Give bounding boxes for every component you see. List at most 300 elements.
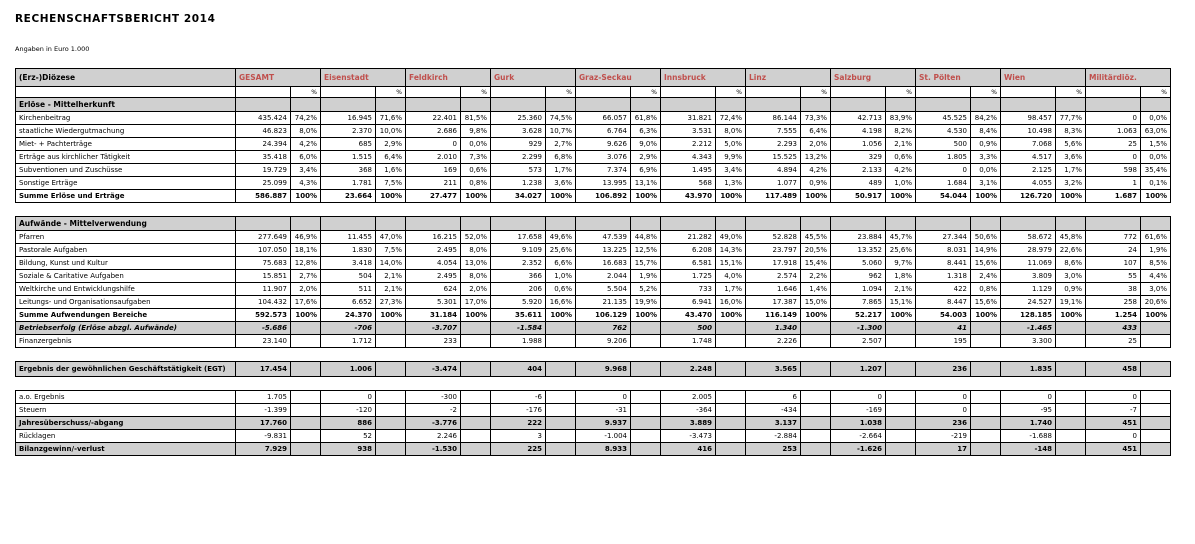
percent-cell: 0,0% bbox=[1141, 112, 1171, 125]
value-cell: 277.649 bbox=[236, 231, 291, 244]
row-label: Leitungs- und Organisationsaufgaben bbox=[16, 296, 236, 309]
percent-cell: 7,5% bbox=[376, 177, 406, 190]
percent-cell: 15,6% bbox=[971, 257, 1001, 270]
value-cell: 17.918 bbox=[746, 257, 801, 270]
percent-cell: 8,0% bbox=[716, 125, 746, 138]
row-label: Soziale & Caritative Aufgaben bbox=[16, 270, 236, 283]
percent-cell: 4,0% bbox=[716, 270, 746, 283]
percent-cell: 0,8% bbox=[971, 283, 1001, 296]
percent-cell bbox=[291, 404, 321, 417]
value-cell: 236 bbox=[916, 362, 971, 377]
section-filler bbox=[546, 98, 576, 112]
value-cell: 2.226 bbox=[746, 335, 801, 348]
value-cell: 3.809 bbox=[1001, 270, 1056, 283]
value-cell: 2.495 bbox=[406, 244, 461, 257]
percent-cell bbox=[1141, 362, 1171, 377]
value-cell: 75.683 bbox=[236, 257, 291, 270]
row-label: Subventionen und Zuschüsse bbox=[16, 164, 236, 177]
value-cell: 13.995 bbox=[576, 177, 631, 190]
percent-cell bbox=[971, 417, 1001, 430]
value-cell: 1.495 bbox=[661, 164, 716, 177]
percent-header-row bbox=[16, 87, 1171, 98]
value-cell: 6.208 bbox=[661, 244, 716, 257]
value-cell: 4.055 bbox=[1001, 177, 1056, 190]
section-filler bbox=[831, 98, 886, 112]
row-label: Summe Erlöse und Erträge bbox=[16, 190, 236, 203]
section-filler bbox=[236, 217, 291, 231]
percent-cell: 6,9% bbox=[631, 164, 661, 177]
percent-cell: 7,3% bbox=[461, 151, 491, 164]
value-cell: 19.729 bbox=[236, 164, 291, 177]
percent-cell: 16,6% bbox=[546, 296, 576, 309]
value-cell: 27.477 bbox=[406, 190, 461, 203]
value-cell: 685 bbox=[321, 138, 376, 151]
percent-cell bbox=[886, 335, 916, 348]
section-filler bbox=[546, 217, 576, 231]
row-label: Erträge aus kirchlicher Tätigkeit bbox=[16, 151, 236, 164]
value-cell: 236 bbox=[916, 417, 971, 430]
value-cell: -1.626 bbox=[831, 443, 886, 456]
value-cell: 4.517 bbox=[1001, 151, 1056, 164]
percent-cell: 19,9% bbox=[631, 296, 661, 309]
section-header bbox=[16, 217, 1171, 231]
percent-cell: 4,3% bbox=[291, 177, 321, 190]
value-cell: 17.658 bbox=[491, 231, 546, 244]
value-cell: 106.129 bbox=[576, 309, 631, 322]
section-filler bbox=[716, 217, 746, 231]
value-cell: 1.006 bbox=[321, 362, 376, 377]
percent-cell: 2,7% bbox=[291, 270, 321, 283]
percent-cell bbox=[971, 322, 1001, 335]
percent-cell bbox=[801, 335, 831, 348]
section-filler bbox=[291, 217, 321, 231]
section-filler bbox=[746, 98, 801, 112]
value-cell: 0 bbox=[1086, 391, 1141, 404]
value-cell: 9.109 bbox=[491, 244, 546, 257]
value-cell: 586.887 bbox=[236, 190, 291, 203]
value-cell: 8.441 bbox=[916, 257, 971, 270]
percent-cell: 47,0% bbox=[376, 231, 406, 244]
value-cell: 2.686 bbox=[406, 125, 461, 138]
column-header: Graz-Seckau bbox=[576, 69, 661, 87]
percent-cell: 8,5% bbox=[1141, 257, 1171, 270]
section-filler bbox=[576, 217, 631, 231]
section-filler bbox=[1001, 217, 1056, 231]
value-cell: -2.884 bbox=[746, 430, 801, 443]
value-cell: -2.664 bbox=[831, 430, 886, 443]
value-cell: 1 bbox=[1086, 177, 1141, 190]
value-cell: 15.525 bbox=[746, 151, 801, 164]
value-cell: -300 bbox=[406, 391, 461, 404]
percent-cell: 61,6% bbox=[1141, 231, 1171, 244]
section-filler bbox=[321, 217, 376, 231]
percent-cell: 100% bbox=[461, 190, 491, 203]
percent-cell: 25,6% bbox=[886, 244, 916, 257]
value-cell: 9.626 bbox=[576, 138, 631, 151]
value-cell: 3.076 bbox=[576, 151, 631, 164]
section-filler bbox=[321, 98, 376, 112]
value-cell: 35.418 bbox=[236, 151, 291, 164]
value-cell: 25 bbox=[1086, 335, 1141, 348]
percent-cell: 100% bbox=[716, 190, 746, 203]
percent-cell bbox=[461, 362, 491, 377]
value-cell: 0 bbox=[916, 391, 971, 404]
column-header-row bbox=[16, 69, 1171, 87]
percent-cell: 15,4% bbox=[801, 257, 831, 270]
column-header: Feldkirch bbox=[406, 69, 491, 87]
percent-cell: 25,6% bbox=[546, 244, 576, 257]
percent-cell: 0,6% bbox=[546, 283, 576, 296]
column-header: Innsbruck bbox=[661, 69, 746, 87]
percent-cell: 46,9% bbox=[291, 231, 321, 244]
value-cell: 7.374 bbox=[576, 164, 631, 177]
percent-cell: 1,7% bbox=[716, 283, 746, 296]
row-label: Ergebnis der gewöhnlichen Geschäftstätigkeit (EGT) bbox=[16, 362, 236, 377]
value-cell: 16.945 bbox=[321, 112, 376, 125]
percent-cell bbox=[971, 335, 1001, 348]
percent-cell bbox=[716, 443, 746, 456]
value-cell: 23.797 bbox=[746, 244, 801, 257]
value-cell: 104.432 bbox=[236, 296, 291, 309]
percent-cell: 6,4% bbox=[376, 151, 406, 164]
report-title: RECHENSCHAFTSBERICHT 2014 bbox=[15, 13, 216, 25]
value-cell: 573 bbox=[491, 164, 546, 177]
percent-cell bbox=[971, 443, 1001, 456]
spacer-row bbox=[16, 377, 1171, 391]
value-cell: 9.968 bbox=[576, 362, 631, 377]
value-cell: 27.344 bbox=[916, 231, 971, 244]
report-table bbox=[15, 68, 1171, 456]
section-filler bbox=[916, 98, 971, 112]
table-row bbox=[16, 177, 1171, 190]
value-cell: 0 bbox=[1086, 151, 1141, 164]
section-filler bbox=[886, 98, 916, 112]
percent-cell: 83,9% bbox=[886, 112, 916, 125]
table-row bbox=[16, 164, 1171, 177]
value-cell: 42.713 bbox=[831, 112, 886, 125]
value-cell: 11.455 bbox=[321, 231, 376, 244]
value-cell: 7.929 bbox=[236, 443, 291, 456]
table-row bbox=[16, 417, 1171, 430]
report-subtitle: Angaben in Euro 1.000 bbox=[15, 45, 90, 53]
percent-header: % bbox=[291, 87, 321, 98]
value-cell: 3.565 bbox=[746, 362, 801, 377]
value-cell: 17.387 bbox=[746, 296, 801, 309]
percent-cell: 6,3% bbox=[631, 125, 661, 138]
percent-cell bbox=[631, 417, 661, 430]
section-filler bbox=[461, 98, 491, 112]
percent-cell: 0,0% bbox=[1141, 151, 1171, 164]
percent-cell bbox=[291, 391, 321, 404]
column-header: Salzburg bbox=[831, 69, 916, 87]
percent-header: % bbox=[631, 87, 661, 98]
value-cell: 106.892 bbox=[576, 190, 631, 203]
percent-cell bbox=[716, 391, 746, 404]
percent-cell bbox=[971, 391, 1001, 404]
value-cell: 435.424 bbox=[236, 112, 291, 125]
value-cell: -1.688 bbox=[1001, 430, 1056, 443]
percent-cell: 74,5% bbox=[546, 112, 576, 125]
percent-cell: 12,8% bbox=[291, 257, 321, 270]
percent-cell: 5,6% bbox=[1056, 138, 1086, 151]
value-cell: 55 bbox=[1086, 270, 1141, 283]
value-cell: 8.447 bbox=[916, 296, 971, 309]
percent-cell bbox=[546, 391, 576, 404]
value-cell: 222 bbox=[491, 417, 546, 430]
percent-cell: 45,8% bbox=[1056, 231, 1086, 244]
percent-cell bbox=[1056, 391, 1086, 404]
percent-cell: 35,4% bbox=[1141, 164, 1171, 177]
value-cell: 1.318 bbox=[916, 270, 971, 283]
percent-cell bbox=[1141, 430, 1171, 443]
percent-cell bbox=[971, 362, 1001, 377]
percent-cell: 9,8% bbox=[461, 125, 491, 138]
row-label: Summe Aufwendungen Bereiche bbox=[16, 309, 236, 322]
percent-header-blank bbox=[406, 87, 461, 98]
value-cell: 1.748 bbox=[661, 335, 716, 348]
value-cell: 368 bbox=[321, 164, 376, 177]
percent-cell: 45,7% bbox=[886, 231, 916, 244]
table-row bbox=[16, 404, 1171, 417]
value-cell: -1.584 bbox=[491, 322, 546, 335]
value-cell: 54.044 bbox=[916, 190, 971, 203]
value-cell: 6.581 bbox=[661, 257, 716, 270]
value-cell: 11.907 bbox=[236, 283, 291, 296]
percent-cell: 2,9% bbox=[631, 151, 661, 164]
value-cell: 17.760 bbox=[236, 417, 291, 430]
section-filler bbox=[1056, 217, 1086, 231]
percent-cell bbox=[1141, 322, 1171, 335]
value-cell: 0 bbox=[916, 404, 971, 417]
value-cell: 0 bbox=[406, 138, 461, 151]
value-cell: 233 bbox=[406, 335, 461, 348]
section-filler bbox=[461, 217, 491, 231]
section-filler bbox=[1086, 217, 1141, 231]
section-filler bbox=[971, 98, 1001, 112]
value-cell: 7.068 bbox=[1001, 138, 1056, 151]
value-cell: 43.970 bbox=[661, 190, 716, 203]
percent-cell bbox=[716, 404, 746, 417]
value-cell: 13.352 bbox=[831, 244, 886, 257]
percent-cell: 4,2% bbox=[801, 164, 831, 177]
value-cell: 329 bbox=[831, 151, 886, 164]
percent-cell: 100% bbox=[631, 190, 661, 203]
percent-cell bbox=[886, 404, 916, 417]
percent-header-blank bbox=[16, 87, 236, 98]
percent-cell bbox=[1141, 443, 1171, 456]
percent-cell bbox=[461, 404, 491, 417]
percent-cell: 13,1% bbox=[631, 177, 661, 190]
percent-cell: 0,6% bbox=[461, 164, 491, 177]
value-cell: 43.470 bbox=[661, 309, 716, 322]
percent-cell: 13,2% bbox=[801, 151, 831, 164]
value-cell: 366 bbox=[491, 270, 546, 283]
value-cell: 211 bbox=[406, 177, 461, 190]
value-cell: 117.489 bbox=[746, 190, 801, 203]
percent-cell: 5,0% bbox=[716, 138, 746, 151]
value-cell: 5.060 bbox=[831, 257, 886, 270]
value-cell: 2.370 bbox=[321, 125, 376, 138]
section-filler bbox=[491, 98, 546, 112]
column-header: St. Pölten bbox=[916, 69, 1001, 87]
value-cell: -3.707 bbox=[406, 322, 461, 335]
value-cell: -148 bbox=[1001, 443, 1056, 456]
column-header: Wien bbox=[1001, 69, 1086, 87]
table-row bbox=[16, 296, 1171, 309]
percent-header-blank bbox=[746, 87, 801, 98]
value-cell: 568 bbox=[661, 177, 716, 190]
value-cell: 4.894 bbox=[746, 164, 801, 177]
row-label: Finanzergebnis bbox=[16, 335, 236, 348]
percent-cell bbox=[716, 417, 746, 430]
percent-cell bbox=[461, 391, 491, 404]
percent-cell: 100% bbox=[291, 309, 321, 322]
value-cell: 169 bbox=[406, 164, 461, 177]
percent-cell: 8,0% bbox=[461, 270, 491, 283]
table-row bbox=[16, 244, 1171, 257]
percent-cell: 2,0% bbox=[461, 283, 491, 296]
value-cell: -3.473 bbox=[661, 430, 716, 443]
section-filler bbox=[406, 98, 461, 112]
percent-cell: 100% bbox=[376, 190, 406, 203]
percent-cell bbox=[886, 430, 916, 443]
value-cell: 15.851 bbox=[236, 270, 291, 283]
value-cell: 0 bbox=[576, 391, 631, 404]
percent-cell: 0,9% bbox=[1056, 283, 1086, 296]
table-row bbox=[16, 151, 1171, 164]
value-cell: 31.821 bbox=[661, 112, 716, 125]
percent-cell: 27,3% bbox=[376, 296, 406, 309]
section-filler bbox=[661, 98, 716, 112]
value-cell: 6 bbox=[746, 391, 801, 404]
percent-cell: 8,6% bbox=[1056, 257, 1086, 270]
percent-cell: 0,0% bbox=[461, 138, 491, 151]
percent-cell: 0,9% bbox=[801, 177, 831, 190]
percent-cell: 1,3% bbox=[716, 177, 746, 190]
percent-cell bbox=[376, 335, 406, 348]
value-cell: 4.054 bbox=[406, 257, 461, 270]
value-cell: 23.884 bbox=[831, 231, 886, 244]
percent-cell: 8,0% bbox=[461, 244, 491, 257]
value-cell: 1.830 bbox=[321, 244, 376, 257]
percent-cell: 100% bbox=[1056, 190, 1086, 203]
table-row bbox=[16, 362, 1171, 377]
value-cell: 762 bbox=[576, 322, 631, 335]
value-cell: 66.057 bbox=[576, 112, 631, 125]
value-cell: 1.063 bbox=[1086, 125, 1141, 138]
percent-cell bbox=[376, 391, 406, 404]
table-row bbox=[16, 309, 1171, 322]
value-cell: 9.937 bbox=[576, 417, 631, 430]
value-cell: 16.683 bbox=[576, 257, 631, 270]
value-cell: 86.144 bbox=[746, 112, 801, 125]
percent-cell: 3,0% bbox=[1141, 283, 1171, 296]
value-cell: -2 bbox=[406, 404, 461, 417]
percent-cell: 6,6% bbox=[546, 257, 576, 270]
row-label: Miet- + Pachterträge bbox=[16, 138, 236, 151]
value-cell: -3.474 bbox=[406, 362, 461, 377]
percent-cell bbox=[1056, 430, 1086, 443]
percent-cell bbox=[291, 335, 321, 348]
value-cell: 1.129 bbox=[1001, 283, 1056, 296]
section-filler bbox=[801, 217, 831, 231]
percent-cell: 8,3% bbox=[1056, 125, 1086, 138]
value-cell: 38 bbox=[1086, 283, 1141, 296]
percent-cell: 8,2% bbox=[886, 125, 916, 138]
percent-cell: 4,2% bbox=[886, 164, 916, 177]
section-filler bbox=[1141, 217, 1171, 231]
percent-cell: 52,0% bbox=[461, 231, 491, 244]
value-cell: 24.527 bbox=[1001, 296, 1056, 309]
percent-cell: 0,8% bbox=[461, 177, 491, 190]
percent-cell bbox=[1056, 443, 1086, 456]
value-cell: -3.776 bbox=[406, 417, 461, 430]
value-cell: 1.725 bbox=[661, 270, 716, 283]
percent-cell: 71,6% bbox=[376, 112, 406, 125]
value-cell: 11.069 bbox=[1001, 257, 1056, 270]
value-cell: 1.077 bbox=[746, 177, 801, 190]
section-filler bbox=[1086, 98, 1141, 112]
percent-cell bbox=[461, 322, 491, 335]
percent-cell: 3,1% bbox=[971, 177, 1001, 190]
value-cell: 458 bbox=[1086, 362, 1141, 377]
row-label: Bildung, Kunst und Kultur bbox=[16, 257, 236, 270]
percent-cell: 20,6% bbox=[1141, 296, 1171, 309]
percent-cell: 84,2% bbox=[971, 112, 1001, 125]
corner-header: (Erz-)Diözese bbox=[16, 69, 236, 87]
value-cell: -7 bbox=[1086, 404, 1141, 417]
percent-cell: 1,7% bbox=[1056, 164, 1086, 177]
value-cell: 16.215 bbox=[406, 231, 461, 244]
percent-cell: 74,2% bbox=[291, 112, 321, 125]
value-cell: 128.185 bbox=[1001, 309, 1056, 322]
percent-cell: 1,8% bbox=[886, 270, 916, 283]
percent-cell bbox=[291, 322, 321, 335]
value-cell: 500 bbox=[661, 322, 716, 335]
value-cell: 17.454 bbox=[236, 362, 291, 377]
value-cell: 6.652 bbox=[321, 296, 376, 309]
value-cell: 592.573 bbox=[236, 309, 291, 322]
percent-cell: 100% bbox=[716, 309, 746, 322]
value-cell: -219 bbox=[916, 430, 971, 443]
percent-cell: 2,2% bbox=[801, 270, 831, 283]
percent-header: % bbox=[801, 87, 831, 98]
value-cell: 206 bbox=[491, 283, 546, 296]
percent-cell: 4,4% bbox=[1141, 270, 1171, 283]
value-cell: 1.684 bbox=[916, 177, 971, 190]
percent-cell: 13,0% bbox=[461, 257, 491, 270]
value-cell: 107.050 bbox=[236, 244, 291, 257]
percent-cell bbox=[546, 335, 576, 348]
value-cell: -176 bbox=[491, 404, 546, 417]
percent-cell: 100% bbox=[1056, 309, 1086, 322]
table-row bbox=[16, 283, 1171, 296]
section-filler bbox=[376, 217, 406, 231]
row-label: Betriebserfolg (Erlöse abzgl. Aufwände) bbox=[16, 322, 236, 335]
section-filler bbox=[236, 98, 291, 112]
percent-cell: 100% bbox=[631, 309, 661, 322]
value-cell: 22.401 bbox=[406, 112, 461, 125]
spacer-row bbox=[16, 348, 1171, 362]
percent-cell: 15,1% bbox=[886, 296, 916, 309]
percent-cell: 100% bbox=[291, 190, 321, 203]
value-cell: 1.988 bbox=[491, 335, 546, 348]
value-cell: 2.133 bbox=[831, 164, 886, 177]
percent-cell bbox=[801, 391, 831, 404]
percent-cell: 3,0% bbox=[1056, 270, 1086, 283]
value-cell: 21.135 bbox=[576, 296, 631, 309]
section-filler bbox=[971, 217, 1001, 231]
